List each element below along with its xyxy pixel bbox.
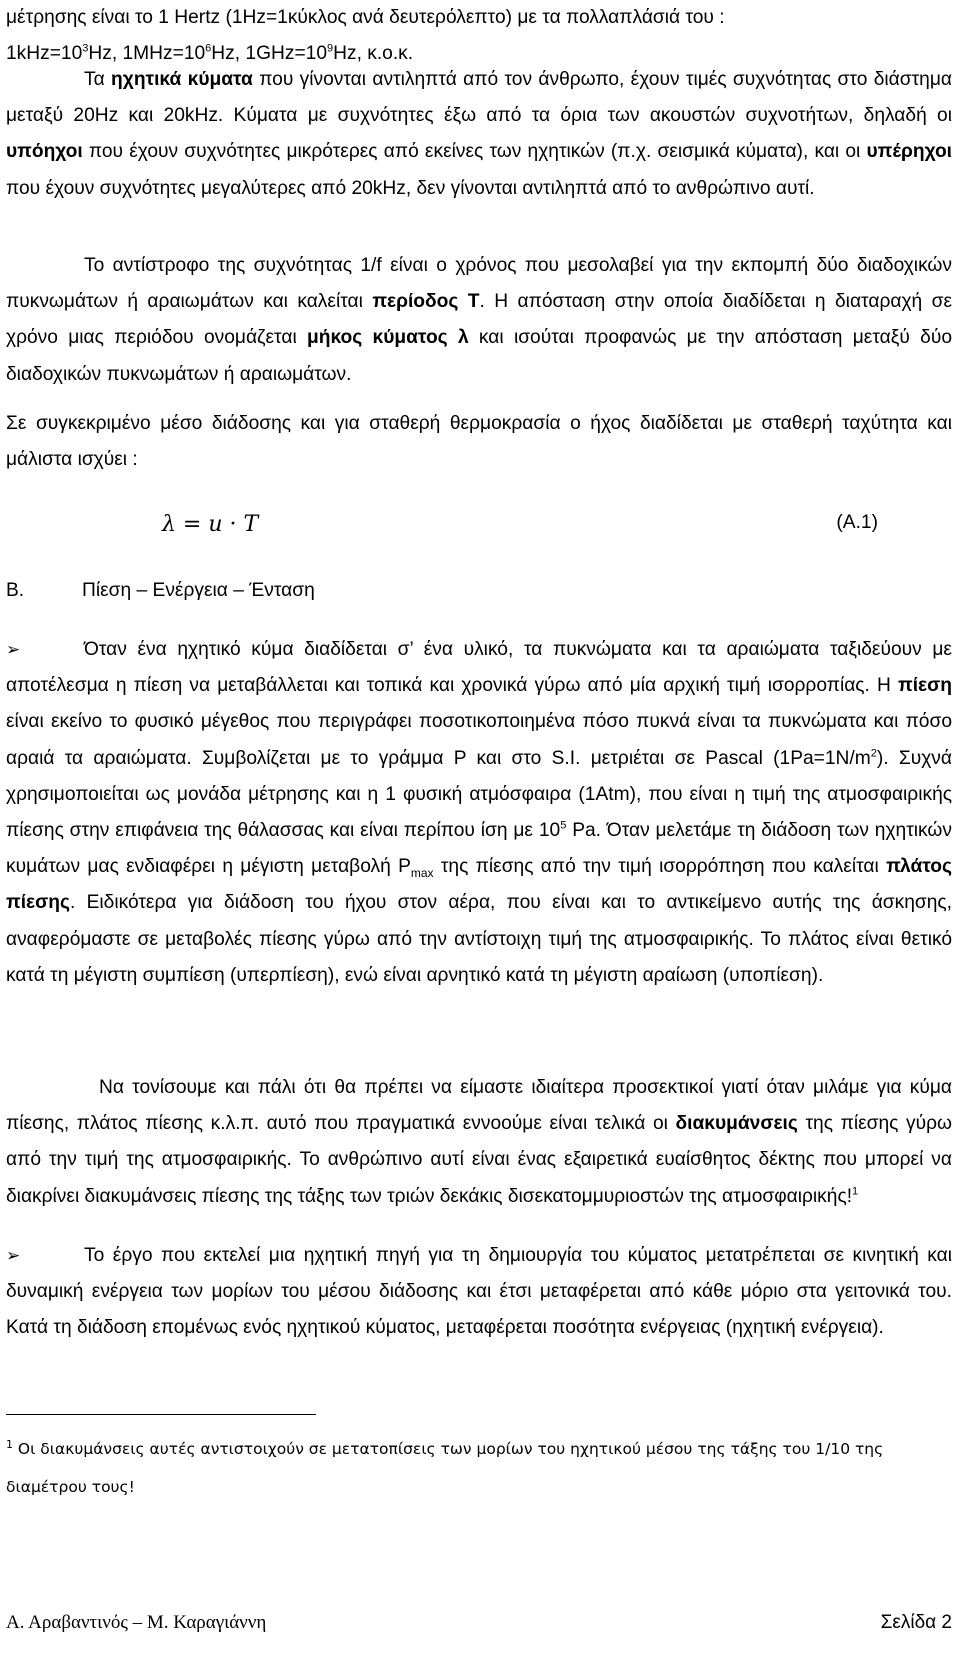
pressure-bullet-paragraph: ➢ Όταν ένα ηχητικό κύμα διαδίδεται σ’ ένα υλικό, τα πυκνώματα και τα αραιώματα ταξιδεύουν με αποτέλεσμα η πίεση να μεταβάλλεται και τοπικά και χρονικά γύρω από μία αρχική τιμή ισορροπίας. Η πίεση είναι εκείνο το φυσικό μέγεθος που περιγράφει ποσοτικοποιημένα πόσο πυκνά είναι τα πυκνώματα και πόσο αραιά τα αραιώματα. Συμβολίζεται με το γράμμα P και στο S.I. μετριέται σε Pascal $(1Pa=1N/m^2)$. Συχνά χρησιμοποιείται ως μονάδα μέτρησης και η 1 φυσική ατμόσφαιρα (1Atm), που είναι η τιμή της ατμοσφαιρικής πίεσης στην επιφάνεια της θάλασσας και είναι περίπου ίση με $10^5$ Pa. Όταν μελετάμε τη διάδοση των ηχητικών κυμάτων μας ενδιαφέρει η μέγιστη μεταβολή $P_{max}$ της πίεσης από την τιμή ισορρόπηση που καλείται πλάτος πίεσης. Ειδικότερα για διάδοση του ήχου στον αέρα, που είναι και το αντικείμενο αυτής της άσκησης, αναφερόμαστε σε μεταβολές πίεσης γύρω από την αντίστοιχη τιμή της ατμοσφαιρικής. Το πλάτος είναι θετικό κατά τη μέγιστη συμπίεση (υπερπίεση), ενώ είναι αρνητικό κατά τη μέγιστη αραίωση (υποπίεση). bbox=[6, 632, 952, 994]
frequency-units-line: $1kHz=10^3Hz$, $1MHz=10^6Hz$, $1GHz=10^9Hz$, κ.ο.κ. bbox=[6, 42, 414, 65]
footnote-reference: 1 bbox=[852, 1185, 859, 1198]
wavelength-formula: λ = u · T bbox=[162, 512, 259, 537]
arrow-bullet-icon: ➢ bbox=[6, 640, 21, 660]
page-footer bbox=[6, 1612, 952, 1634]
footnote-text: Οι διακυμάνσεις αυτές αντιστοιχούν σε μετατοπίσεις των μορίων του ηχητικού μέσου της τάξης του 1/10 της διαμέτρου τους! bbox=[6, 1440, 884, 1496]
section-title: Πίεση – Ενέργεια – Ένταση bbox=[82, 580, 315, 601]
footnote-separator bbox=[6, 1414, 316, 1415]
page-number: Σελίδα 2 bbox=[880, 1612, 952, 1633]
footer-authors: Α. Αραβαντινός – Μ. Καραγιάννη bbox=[6, 1612, 267, 1633]
section-heading bbox=[6, 580, 315, 602]
audible-range-paragraph: Τα ηχητικά κύματα που γίνονται αντιληπτά από τον άνθρωπο, έχουν τιμές συχνότητας στο διάστημα μεταξύ 20Hz και 20kHz. Κύματα με συχνότητες έξω από τα όρια των ακουστών συχνοτήτων, δηλαδή οι υπόηχοι που έχουν συχνότητες μικρότερες από εκείνες των ηχητικών (π.χ. σεισμικά κύματα), και οι υπέρηχοι που έχουν συχνότητες μεγαλύτερες από 20kHz, δεν γίνονται αντιληπτά από το ανθρώπινο αυτί. bbox=[6, 69, 952, 199]
footnote-number: 1 bbox=[6, 1437, 13, 1451]
speed-paragraph: Σε συγκεκριμένο μέσο διάδοσης και για σταθερή θερμοκρασία ο ήχος διαδίδεται με σταθερή ταχύτητα και μάλιστα ισχύει : bbox=[6, 413, 952, 471]
period-paragraph: Το αντίστροφο της συχνότητας 1/f είναι ο χρόνος που μεσολαβεί για την εκπομπή δύο διαδοχικών πυκνωμάτων ή αραιωμάτων και καλείται περίοδος Τ. Η απόσταση στην οποία διαδίδεται η διαταραχή σε χρόνο μιας περιόδου ονομάζεται μήκος κύματος λ και ισούται προφανώς με την απόσταση μεταξύ δύο διαδοχικών πυκνωμάτων ή αραιωμάτων. bbox=[6, 255, 953, 385]
fluctuations-paragraph: Να τονίσουμε και πάλι ότι θα πρέπει να είμαστε ιδιαίτερα προσεκτικοί γιατί όταν μιλάμε για κύμα πίεσης, πλάτος πίεσης κ.λ.π. αυτό που πραγματικά εννοούμε είναι τελικά οι διακυμάνσεις της πίεσης γύρω από την τιμή της ατμοσφαιρικής. Το ανθρώπινο αυτί είναι ένας εξαιρετικά ευαίσθητος δέκτης που μπορεί να διακρίνει διακυμάνσεις πίεσης της τάξης των τριών δεκάκις δισεκατομμυριοστών της ατμοσφαιρικής!$^1$ bbox=[6, 1077, 952, 1207]
energy-bullet-paragraph: ➢ Το έργο που εκτελεί μια ηχητική πηγή για τη δημιουργία του κύματος μετατρέπεται σε κινητική και δυναμική ενέργεια των μορίων του μέσου διάδοσης και έτσι μεταφέρεται από κάθε μόριο στα γειτονικά του. Κατά τη διάδοση επομένως ενός ηχητικού κύματος, μεταφέρεται ποσότητα ενέργειας (ηχητική ενέργεια). bbox=[6, 1238, 952, 1347]
section-letter: B. bbox=[6, 580, 25, 601]
equation-row bbox=[0, 512, 960, 548]
intro-line: μέτρησης είναι το 1 Hertz (1Hz=1κύκλος ανά δευτερόλεπτο) με τα πολλαπλάσιά του : bbox=[6, 7, 725, 28]
equation-number: (A.1) bbox=[836, 512, 878, 533]
arrow-bullet-icon: ➢ bbox=[6, 1246, 21, 1266]
footnote bbox=[6, 1430, 952, 1506]
